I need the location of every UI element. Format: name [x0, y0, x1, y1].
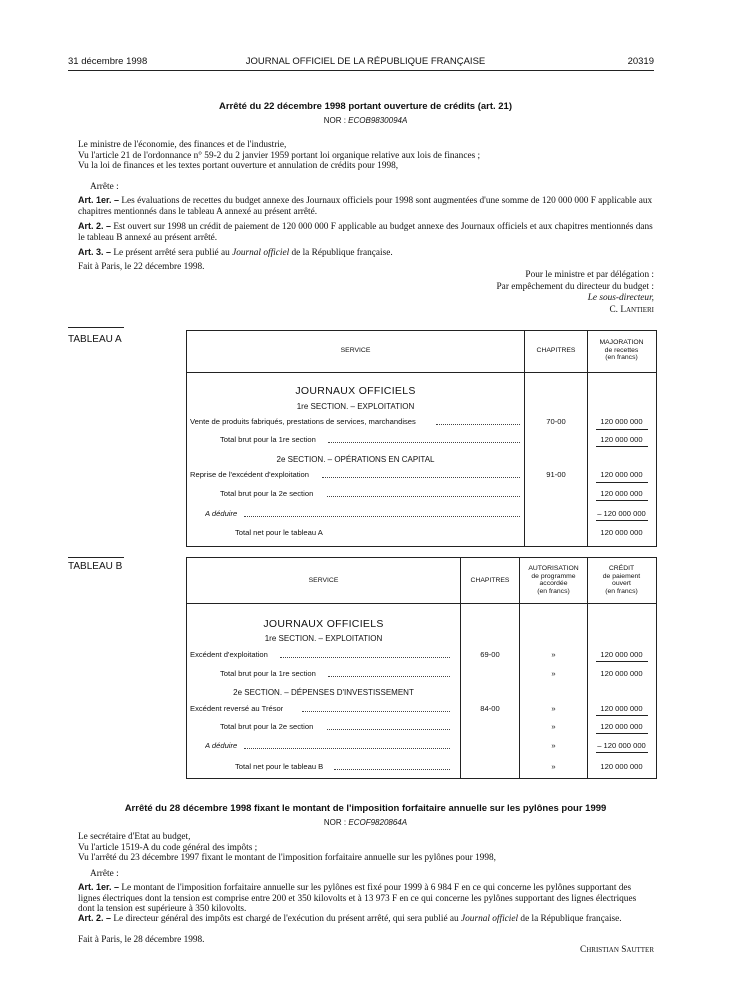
signature-line-3: Le sous-directeur, — [587, 293, 654, 303]
tableau-b-total1-leader — [328, 676, 450, 677]
tableau-b-deduire-autorisation: » — [551, 741, 556, 750]
arrete1-visas — [78, 140, 654, 172]
tableau-a-row1-underline — [596, 429, 648, 430]
tableau-b-section-2: 2e SECTION. – DÉPENSES D'INVESTISSEMENT — [233, 688, 414, 697]
tableau-b-total1-label: Total brut pour la 1re section — [220, 669, 316, 678]
arrete1-article-1: Art. 1er. – Les évaluations de recettes du budget annexe des Journaux officiels pour 1998 sont augmentées d'une somme de 120 000 000 F applicable aux chapitres mentionnés dans le tableau A annexé au présent arrêté. — [78, 195, 653, 217]
tableau-a-row1-chapitre: 70-00 — [546, 417, 566, 426]
signature-line-2: Par empêchement du directeur du budget : — [496, 281, 654, 292]
tableau-b-row2-chapitre: 84-00 — [480, 704, 500, 713]
arrete2-visas — [78, 832, 654, 864]
tableau-a-col-divider-1 — [524, 330, 525, 546]
tableau-b-total1-value: 120 000 000 — [600, 669, 643, 678]
arrete1-title: Arrêté du 22 décembre 1998 portant ouverture de crédits (art. 21) — [218, 101, 513, 112]
tableau-b-row1-underline — [596, 661, 648, 662]
tableau-b-row1-value: 120 000 000 — [600, 650, 643, 659]
tableau-b-net-value: 120 000 000 — [600, 762, 643, 771]
arrete2-visa-article: Vu l'article 1519-A du code général des impôts ; — [78, 842, 258, 853]
tableau-b-deduire-leader — [244, 748, 450, 749]
tableau-a-deduire-leader — [244, 516, 520, 517]
tableau-b-label-rule — [68, 557, 124, 558]
tableau-a-total1-underline — [596, 446, 648, 447]
tableau-a-col-chapitres: CHAPITRES — [536, 347, 576, 354]
tableau-b-col-credit: CRÉDIT de paiement ouvert (en francs) — [602, 565, 641, 595]
tableau-b-row1-leader — [280, 657, 450, 658]
arrete1-visa-minister: Le ministre de l'économie, des finances et de l'industrie, — [78, 140, 287, 150]
arrete2-nor: NOR : ECOF9820864A — [323, 818, 408, 827]
arrete1-article-3: Art. 3. – Le présent arrêté sera publié au Journal officiel de la République française. — [78, 247, 393, 258]
arrete1-arrete: Arrête : — [90, 182, 119, 192]
tableau-a-deduire-underline — [596, 520, 648, 521]
tableau-a-header-rule — [186, 372, 656, 373]
tableau-b-section-title: JOURNAUX OFFICIELS — [263, 618, 384, 630]
tableau-b-label: TABLEAU B — [68, 561, 123, 572]
tableau-b-header-rule — [186, 603, 656, 604]
tableau-a-total2-label: Total brut pour la 2e section — [220, 489, 314, 498]
tableau-b-total1-autorisation: » — [551, 669, 556, 678]
tableau-a-deduire-label: A déduire — [205, 509, 238, 518]
tableau-b-deduire-value: – 120 000 000 — [597, 741, 646, 750]
tableau-a-deduire-value: – 120 000 000 — [597, 509, 646, 518]
arrete2-fait: Fait à Paris, le 28 décembre 1998. — [78, 935, 205, 945]
arrete1-article-2: Art. 2. – Est ouvert sur 1998 un crédit de paiement de 120 000 000 F applicable au budget annexe des Journaux officiels et aux chapitres mentionnés dans le tableau B annexé au présent arrêté. — [78, 221, 653, 243]
tableau-b-net-label: Total net pour le tableau B — [235, 762, 324, 771]
tableau-a-section-title: JOURNAUX OFFICIELS — [295, 385, 416, 397]
arrete1-fait: Fait à Paris, le 22 décembre 1998. — [78, 262, 205, 272]
tableau-b-total2-value: 120 000 000 — [600, 722, 643, 731]
tableau-a-row2-label: Reprise de l'excédent d'exploitation — [190, 470, 309, 479]
arrete2-arrete: Arrête : — [90, 869, 119, 879]
tableau-a-total1-leader — [328, 442, 520, 443]
tableau-b-col-service: SERVICE — [308, 577, 339, 584]
tableau-a-label-rule — [68, 327, 124, 328]
tableau-a-total1-value: 120 000 000 — [600, 435, 643, 444]
header-date: 31 décembre 1998 — [68, 56, 148, 67]
tableau-b-row2-underline — [596, 715, 648, 716]
tableau-b-row1-label: Excédent d'exploitation — [190, 650, 268, 659]
tableau-b-row1-chapitre: 69-00 — [480, 650, 500, 659]
arrete1-nor: NOR : ECOB9830094A — [323, 116, 408, 125]
tableau-a-section-1: 1re SECTION. – EXPLOITATION — [296, 402, 415, 411]
tableau-a-row2-underline — [596, 482, 648, 483]
tableau-b-net-leader — [334, 769, 450, 770]
arrete1-visa-ordonnance: Vu l'article 21 de l'ordonnance n° 59-2 du 2 janvier 1959 portant loi organique relative aux lois de finances ; — [78, 150, 481, 161]
tableau-b-col-chapitres: CHAPITRES — [470, 577, 510, 584]
tableau-a-col-majoration: MAJORATION de recettes (en francs) — [599, 339, 644, 361]
arrete2-signature: Christian Sautter — [580, 945, 654, 955]
tableau-b-row2-value: 120 000 000 — [600, 704, 643, 713]
header-page-number: 20319 — [627, 56, 654, 67]
tableau-a-section-2: 2e SECTION. – OPÉRATIONS EN CAPITAL — [276, 455, 435, 464]
tableau-b-row2-leader — [302, 711, 450, 712]
tableau-a-total2-value: 120 000 000 — [600, 489, 643, 498]
tableau-a-col-service: SERVICE — [340, 347, 371, 354]
signature-line-1: Pour le ministre et par délégation : — [525, 270, 654, 280]
tableau-b-row2-autorisation: » — [551, 704, 556, 713]
tableau-a-net-label: Total net pour le tableau A — [235, 528, 323, 537]
tableau-a-row2-chapitre: 91-00 — [546, 470, 566, 479]
arrete2-article-2: Art. 2. – Le directeur général des impôts est chargé de l'exécution du présent arrêté, qui sera publié au Journal officiel de la République française. — [78, 913, 622, 924]
tableau-a-total2-leader — [327, 496, 520, 497]
tableau-b-total2-underline — [596, 733, 648, 734]
tableau-a-row1-value: 120 000 000 — [600, 417, 643, 426]
tableau-a-row1-leader — [436, 424, 520, 425]
tableau-b-total2-label: Total brut pour la 2e section — [220, 722, 314, 731]
arrete1-signature-block — [354, 270, 654, 316]
tableau-a-net-value: 120 000 000 — [600, 528, 643, 537]
tableau-b-deduire-label: A déduire — [205, 741, 238, 750]
tableau-a-total2-underline — [596, 500, 648, 501]
tableau-b-row2-label: Excédent reversé au Trésor — [190, 704, 284, 713]
tableau-b-net-autorisation: » — [551, 762, 556, 771]
tableau-b-total2-autorisation: » — [551, 722, 556, 731]
header-journal-title: JOURNAL OFFICIEL DE LA RÉPUBLIQUE FRANÇAISE — [245, 56, 486, 67]
tableau-b-col-autorisation: AUTORISATION de programme accordée (en francs) — [528, 565, 579, 595]
tableau-b-section-1: 1re SECTION. – EXPLOITATION — [264, 634, 383, 643]
tableau-a-label: TABLEAU A — [68, 334, 122, 345]
arrete2-article-1: Art. 1er. – Le montant de l'imposition forfaitaire annuelle sur les pylônes est fixé pour 1999 à 6 984 F en ce qui concerne les pylônes supportant des lignes électriques dont la tension est comprise entre 200 et 350 kilovolts et à 13 973 F en ce qui concerne les pylônes supportant des lignes électriques dont la tension est supérieure à 350 kilovolts. — [78, 882, 637, 914]
tableau-a-row1-label: Vente de produits fabriqués, prestations de services, marchandises — [190, 417, 416, 426]
header-rule — [68, 70, 654, 71]
tableau-a-row2-leader — [322, 477, 520, 478]
tableau-b-col-divider-1 — [460, 557, 461, 778]
arrete2-visa-secretaire: Le secrétaire d'Etat au budget, — [78, 832, 191, 842]
arrete1-visa-loi: Vu la loi de finances et les textes portant ouverture et annulation de crédits pour 1998, — [78, 161, 399, 171]
signature-name: C. Lantieri — [609, 304, 654, 315]
arrete2-visa-arrete: Vu l'arrêté du 23 décembre 1997 fixant le montant de l'imposition forfaitaire annuelle sur les pylônes pour 1998, — [78, 853, 496, 863]
tableau-a-row2-value: 120 000 000 — [600, 470, 643, 479]
arrete2-title: Arrêté du 28 décembre 1998 fixant le montant de l'imposition forfaitaire annuelle sur les pylônes pour 1999 — [124, 803, 607, 814]
tableau-a-total1-label: Total brut pour la 1re section — [220, 435, 316, 444]
tableau-b-total2-leader — [327, 729, 450, 730]
tableau-b-deduire-underline — [596, 752, 648, 753]
tableau-b-row1-autorisation: » — [551, 650, 556, 659]
